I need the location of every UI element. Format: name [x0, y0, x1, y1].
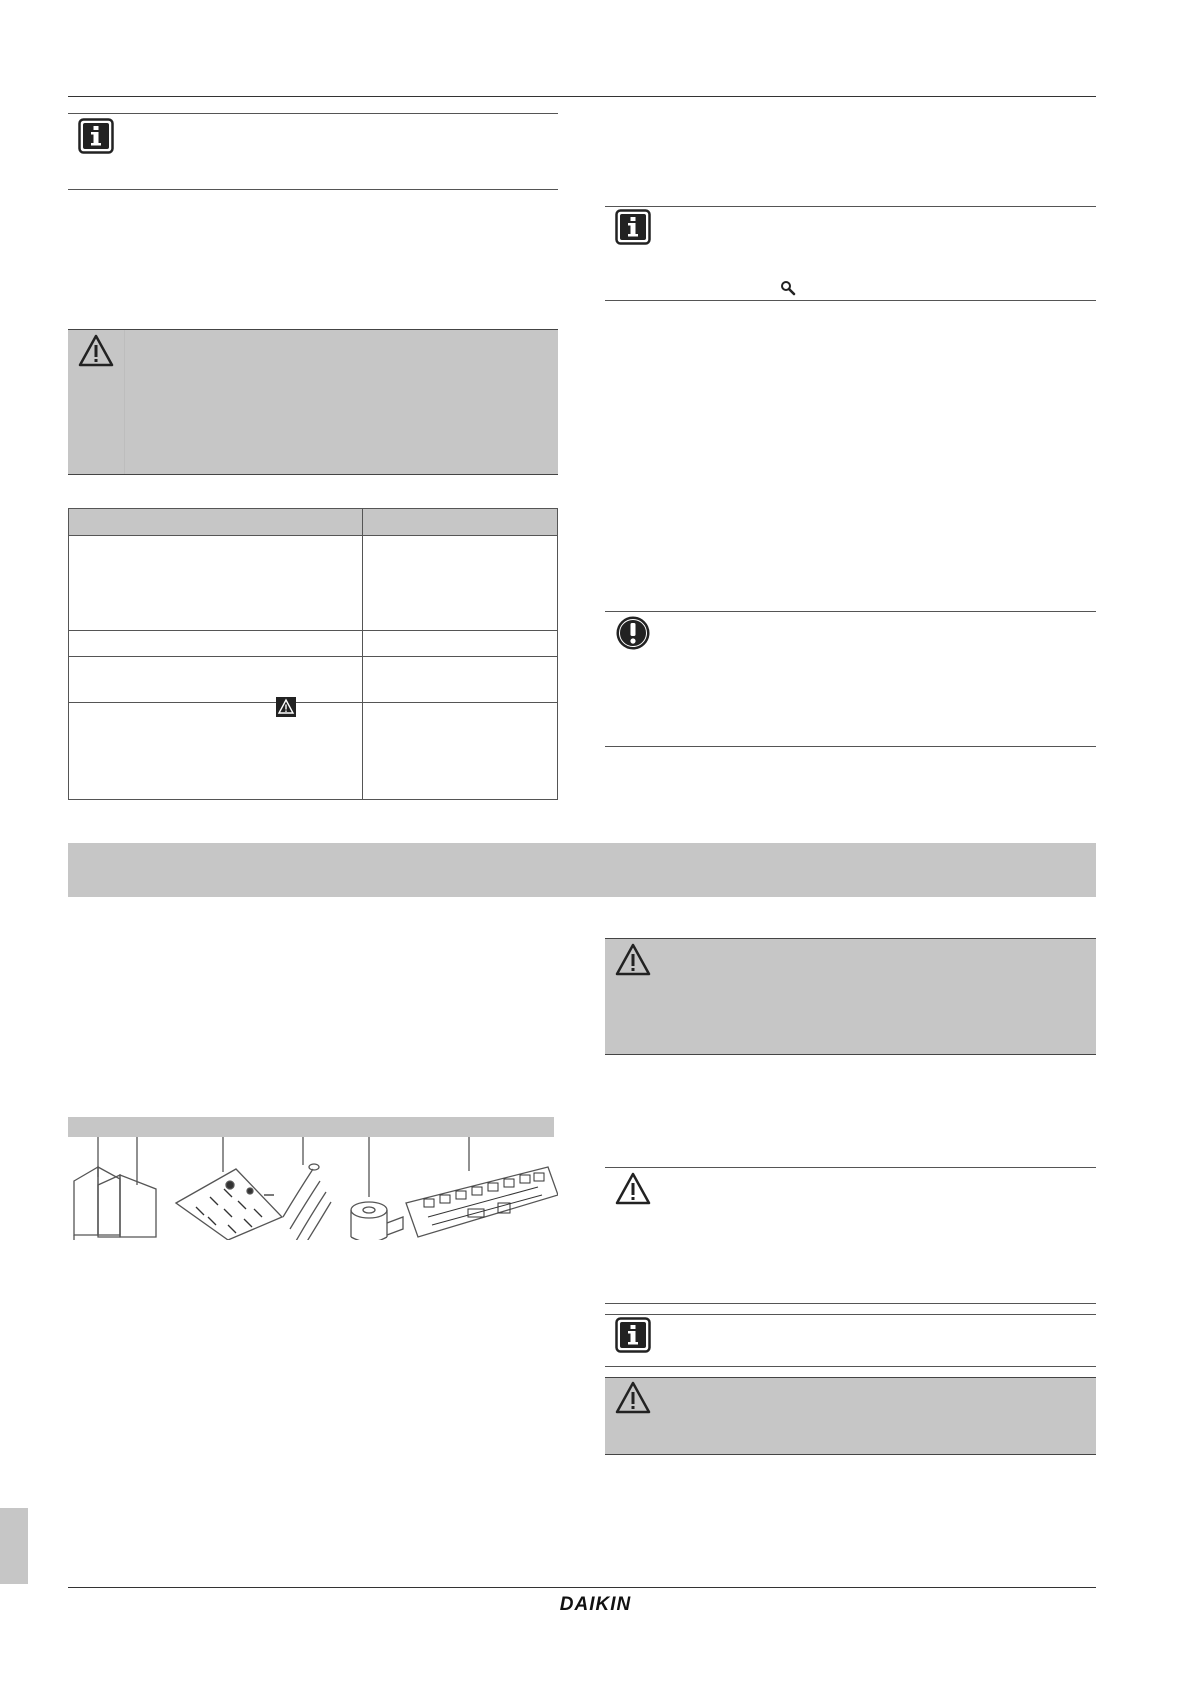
- notice-note-top-rule: [605, 611, 1096, 612]
- warning-note-3-top-rule: [605, 1167, 1096, 1168]
- info-note-2-bottom-rule: [605, 300, 1096, 301]
- warning-note-3-bottom-rule: [605, 1303, 1096, 1304]
- table-row: [69, 536, 557, 631]
- info-note-3-bottom-rule: [605, 1366, 1096, 1367]
- table-warning-icon: [276, 697, 296, 717]
- warning-note-4-box: [605, 1377, 1096, 1454]
- info-note-3-top-rule: [605, 1314, 1096, 1315]
- warning-note-bottom-rule: [68, 474, 558, 475]
- brand-logo: DAIKIN: [559, 1594, 632, 1615]
- warning-note-top-rule: [68, 329, 558, 330]
- chapter-thumb-tab: [0, 1508, 28, 1584]
- data-table: [68, 508, 558, 800]
- warning-note-2-box: [605, 938, 1096, 1054]
- header-rule: [68, 96, 1096, 97]
- footer-rule: [68, 1587, 1096, 1588]
- info-icon: [78, 118, 114, 154]
- info-icon: [615, 209, 651, 245]
- warning-note-2-top-rule: [605, 938, 1096, 939]
- table-row: [69, 631, 557, 657]
- section-title-bar: [68, 843, 1096, 897]
- info-note-2-top-rule: [605, 206, 1096, 207]
- warning-triangle-icon: [615, 942, 651, 978]
- warning-triangle-icon: [615, 1171, 651, 1207]
- warning-note-2-bottom-rule: [605, 1054, 1096, 1055]
- table-row: [69, 657, 557, 703]
- accessories-illustration: [68, 1137, 558, 1240]
- info-icon: [615, 1317, 651, 1353]
- info-note-bottom-rule: [68, 189, 558, 190]
- warning-triangle-icon: [615, 1380, 651, 1416]
- table-column-separator: [362, 509, 363, 799]
- table-header-row: [69, 509, 557, 536]
- exclamation-circle-icon: [615, 615, 651, 651]
- warning-note-4-bottom-rule: [605, 1454, 1096, 1455]
- info-note-top-rule: [68, 113, 558, 114]
- warning-note-4-top-rule: [605, 1377, 1096, 1378]
- magnifier-icon: [780, 280, 796, 296]
- warning-note-left-separator: [124, 329, 125, 474]
- warning-triangle-icon: [78, 333, 114, 369]
- notice-note-bottom-rule: [605, 746, 1096, 747]
- figure-caption-bar: [68, 1117, 554, 1137]
- warning-note-box: [68, 329, 558, 474]
